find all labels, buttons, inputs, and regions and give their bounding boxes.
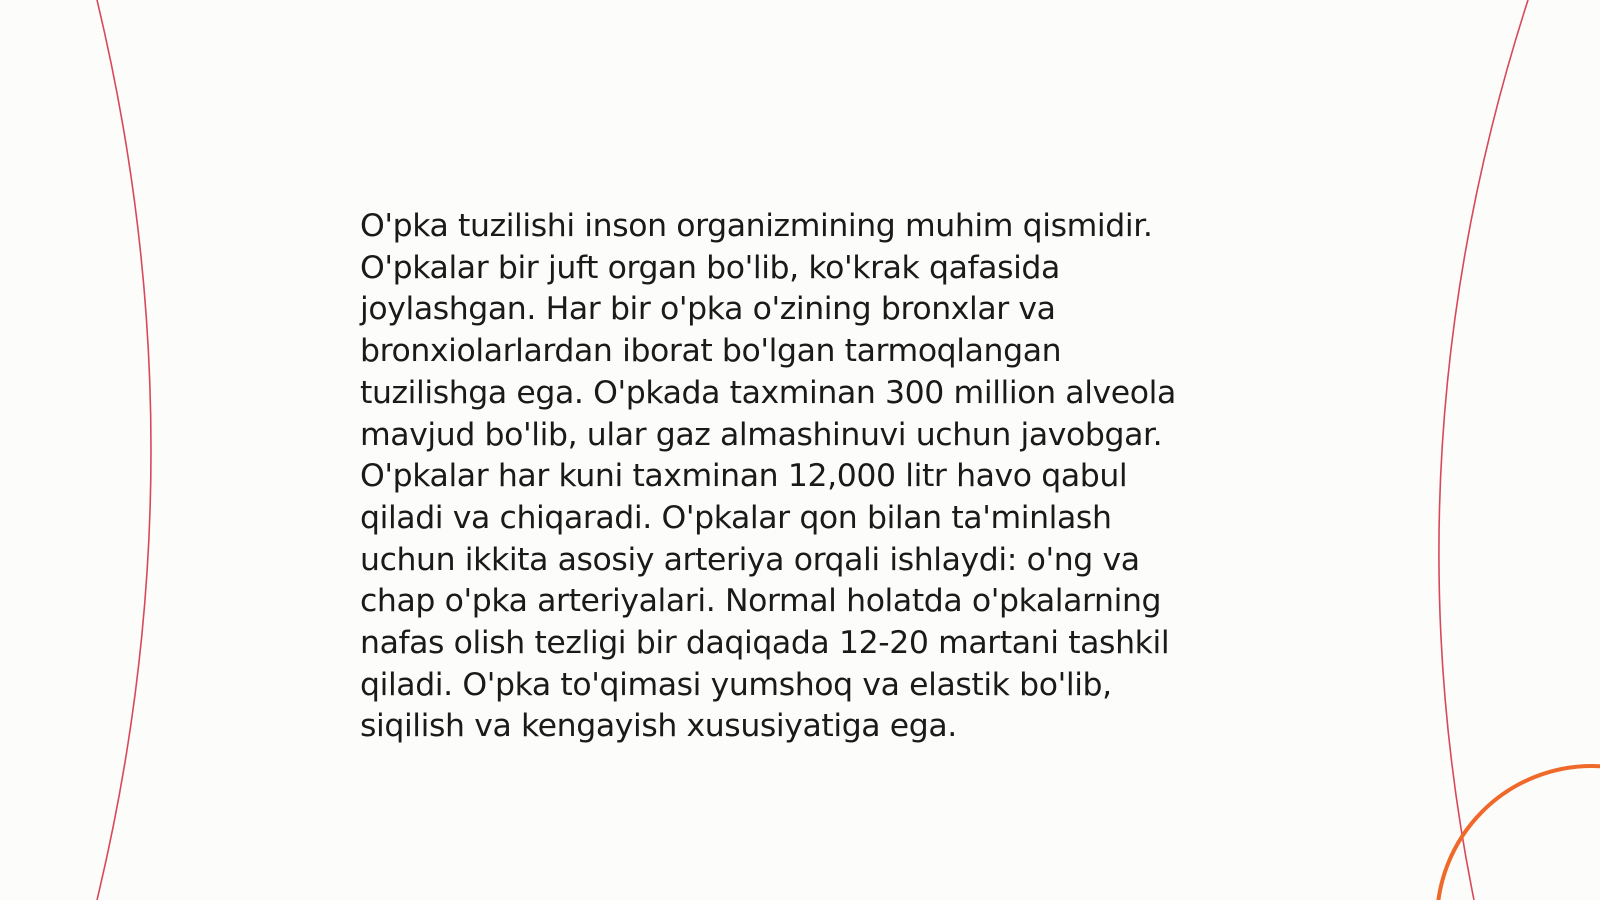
paragraph-line: siqilish va kengayish xususiyatiga ega.: [360, 708, 957, 745]
body-paragraph: [360, 206, 1240, 748]
paragraph-line: bronxiolarlardan iborat bo'lgan tarmoqlangan: [360, 333, 1062, 370]
paragraph-line: mavjud bo'lib, ular gaz almashinuvi uchun javobgar.: [360, 416, 1163, 453]
paragraph-line: chap o'pka arteriyalari. Normal holatda o'pkalarning: [360, 583, 1162, 620]
paragraph-line: joylashgan. Har bir o'pka o'zining bronxlar va: [360, 291, 1056, 328]
paragraph-line: uchun ikkita asosiy arteriya orqali ishlaydi: o'ng va: [360, 541, 1140, 578]
paragraph-line: O'pkalar bir juft organ bo'lib, ko'krak qafasida: [360, 249, 1060, 286]
paragraph-line: O'pkalar har kuni taxminan 12,000 litr havo qabul: [360, 458, 1128, 495]
paragraph-line: tuzilishga ega. O'pkada taxminan 300 million alveola: [360, 374, 1176, 411]
right-arc-line: [1439, 0, 1528, 900]
paragraph-line: nafas olish tezligi bir daqiqada 12-20 martani tashkil: [360, 625, 1170, 662]
paragraph-line: qiladi. O'pka to'qimasi yumshoq va elastik bo'lib,: [360, 666, 1112, 703]
left-arc-line: [97, 0, 151, 900]
paragraph-line: O'pka tuzilishi inson organizmining muhim qismidir.: [360, 208, 1153, 244]
paragraph-line: qiladi va chiqaradi. O'pkalar qon bilan ta'minlash: [360, 499, 1112, 536]
